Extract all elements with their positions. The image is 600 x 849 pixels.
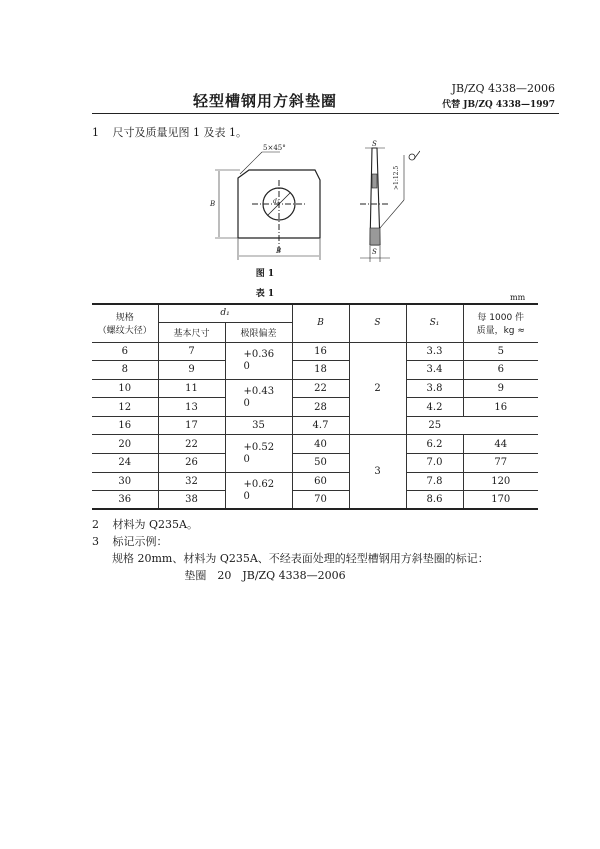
- header-mass: 每 1000 件 质量，kg ≈: [463, 304, 538, 342]
- cell-B: 35: [225, 416, 292, 435]
- clause-number: 3: [92, 535, 99, 548]
- header-spec: 规格 （螺纹大径）: [92, 304, 158, 342]
- cell-mass: 44: [463, 435, 538, 454]
- header-B: B: [292, 304, 349, 342]
- tolerance-lower: 0: [243, 360, 250, 372]
- tolerance-upper: +0.36: [243, 348, 275, 360]
- cell-spec: 30: [92, 472, 158, 491]
- cell-S1: 4.7: [292, 416, 349, 435]
- tolerance-upper: +0.52: [243, 441, 275, 453]
- tolerance-lower: 0: [243, 453, 250, 465]
- cell-B: 50: [292, 454, 349, 473]
- washer-side-view: [360, 148, 404, 262]
- header-S: S: [349, 304, 406, 342]
- marking-example: 垫圈 20 JB/ZQ 4338—2006: [184, 569, 346, 582]
- cell-d1-basic: 32: [158, 472, 225, 491]
- table-unit: mm: [510, 293, 526, 302]
- table-row: [92, 398, 538, 417]
- cell-mass: 25: [406, 416, 463, 435]
- cell-spec: 20: [92, 435, 158, 454]
- cell-d1-basic: 26: [158, 454, 225, 473]
- cell-d1-tolerance: [225, 342, 292, 379]
- replaces-standard: 代替 JB/ZQ 4338—1997: [442, 100, 555, 110]
- dimension-S-bottom: S: [372, 248, 377, 256]
- document-title: 轻型槽钢用方斜垫圈: [192, 92, 337, 110]
- table-row: [92, 435, 538, 454]
- table-row: [92, 361, 538, 380]
- cell-mass: 170: [463, 491, 538, 510]
- header-rule: [92, 113, 559, 114]
- cell-spec: 6: [92, 342, 158, 361]
- cell-mass: 6: [463, 361, 538, 380]
- cell-B: 28: [292, 398, 349, 417]
- cell-S: 3: [349, 435, 406, 509]
- dimension-S-top: S: [372, 140, 377, 148]
- cell-S: 2: [349, 342, 406, 435]
- cell-S1: 8.6: [406, 491, 463, 510]
- clause-text: 尺寸及质量见图 1 及表 1。: [112, 126, 247, 139]
- clause-number: 2: [92, 518, 99, 531]
- cell-S1: 3.8: [406, 379, 463, 398]
- cell-mass: 9: [463, 379, 538, 398]
- cell-S1: 3.3: [406, 342, 463, 361]
- cell-spec: 24: [92, 454, 158, 473]
- header-S1: S₁: [406, 304, 463, 342]
- cell-mass: 16: [463, 398, 538, 417]
- cell-d1-tolerance: [225, 379, 292, 416]
- cell-B: 60: [292, 472, 349, 491]
- header-d1: d₁: [158, 304, 292, 322]
- cell-spec: 8: [92, 361, 158, 380]
- cell-S1: 4.2: [406, 398, 463, 417]
- cell-mass: 77: [463, 454, 538, 473]
- table-row: [92, 454, 538, 473]
- dimensions-table: [92, 303, 538, 510]
- cell-d1-tolerance: [225, 435, 292, 472]
- header-d1-basic: 基本尺寸: [158, 322, 225, 342]
- cell-d1-basic: 17: [158, 416, 225, 435]
- figure-caption: 图 1: [255, 269, 275, 279]
- clause-1: [92, 124, 247, 140]
- clause-number: 1: [92, 126, 99, 139]
- chamfer-label: 5×45°: [263, 144, 286, 152]
- cell-S1: 7.0: [406, 454, 463, 473]
- cell-B: 70: [292, 491, 349, 510]
- cell-d1-basic: 11: [158, 379, 225, 398]
- table-row: [92, 379, 538, 398]
- cell-d1-tolerance: [225, 472, 292, 509]
- cell-spec: 16: [92, 416, 158, 435]
- dimension-B: B: [276, 247, 282, 255]
- header-d1-tolerance: 极限偏差: [225, 322, 292, 342]
- clause-2: [92, 516, 198, 532]
- tolerance-upper: +0.62: [243, 478, 275, 490]
- table-row: [92, 491, 538, 510]
- cell-S1: 7.8: [406, 472, 463, 491]
- cell-S1: 6.2: [406, 435, 463, 454]
- cell-d1-basic: 13: [158, 398, 225, 417]
- table-header-row: [92, 304, 538, 322]
- cell-d1-basic: 22: [158, 435, 225, 454]
- cell-B: 22: [292, 379, 349, 398]
- cell-d1-basic: 38: [158, 491, 225, 510]
- slope-label: >1:12.5: [393, 165, 400, 190]
- tolerance-lower: 0: [243, 397, 250, 409]
- washer-front-view: [215, 152, 320, 260]
- clause-text: 标记示例：: [112, 535, 168, 548]
- cell-B: 16: [292, 342, 349, 361]
- tolerance-upper: +0.43: [243, 385, 275, 397]
- surface-roughness-icon: [409, 151, 420, 160]
- cell-spec: 12: [92, 398, 158, 417]
- figure-1-drawing: [180, 140, 420, 265]
- clause-text: 材料为 Q235A。: [112, 518, 198, 531]
- marking-example-description: 规格 20mm、材料为 Q235A、不经表面处理的轻型槽钢用方斜垫圈的标记：: [112, 552, 489, 565]
- table-caption: 表 1: [255, 289, 275, 299]
- cell-spec: 36: [92, 491, 158, 510]
- dimension-d1: d₁: [273, 198, 280, 205]
- tolerance-lower: 0: [243, 490, 250, 502]
- cell-d1-basic: 7: [158, 342, 225, 361]
- dimension-B-vertical: B: [210, 200, 216, 208]
- cell-mass: 120: [463, 472, 538, 491]
- standard-number: JB/ZQ 4338—2006: [451, 82, 555, 95]
- table-row: [92, 416, 538, 435]
- table-row: [92, 472, 538, 491]
- cell-B: 18: [292, 361, 349, 380]
- clause-3: [92, 533, 168, 549]
- cell-B: 40: [292, 435, 349, 454]
- cell-d1-basic: 9: [158, 361, 225, 380]
- table-row: [92, 342, 538, 361]
- cell-mass: 5: [463, 342, 538, 361]
- cell-S1: 3.4: [406, 361, 463, 380]
- cell-spec: 10: [92, 379, 158, 398]
